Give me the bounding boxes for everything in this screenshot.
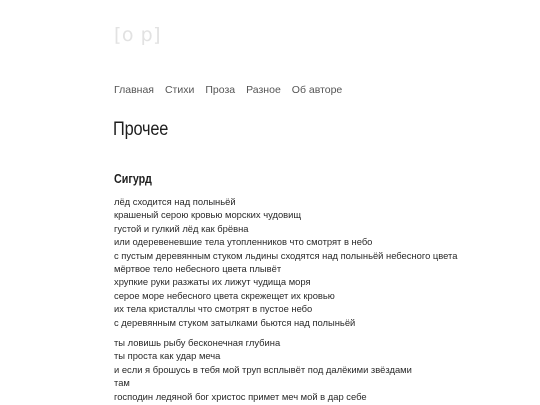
poem-line: густой и гулкий лёд как брёвна — [114, 222, 249, 234]
poem-line: их тела кристаллы что смотрят в пустое небо — [114, 303, 313, 315]
poem-line: хрупкие руки разжаты их лижут чудища моря — [114, 276, 311, 288]
poem-stanza-2 — [114, 336, 412, 403]
poem-line: господин ледяной бог христос примет меч мой в дар себе — [114, 390, 367, 402]
poem-stanza-1 — [114, 195, 457, 329]
nav-item-home[interactable]: Главная — [114, 84, 154, 96]
poem-line: ты проста как удар меча — [114, 350, 221, 362]
poem-line: и если я брошусь в тебя мой труп всплывёт под далёкими звёздами — [114, 363, 412, 375]
main-nav — [114, 84, 353, 97]
poem-line: крашеный серою кровью морских чудовищ — [114, 209, 302, 221]
poem-line: или одеревеневшие тела утопленников что смотрят в небо — [114, 236, 373, 248]
poem-line: лёд сходится над полыньёй — [114, 196, 236, 207]
poem-title[interactable]: Сигурд — [114, 172, 152, 186]
poem-line: с деревянным стуком затылками бьются над полыньёй — [114, 316, 356, 328]
nav-item-poems[interactable]: Стихи — [164, 84, 195, 96]
poem-line: ты ловишь рыбу бесконечная глубина — [114, 337, 281, 348]
page-title: Прочее — [113, 119, 169, 140]
poem-line: мёртвое тело небесного цвета плывёт — [114, 263, 282, 275]
poem-line: с пустым деревянным стуком льдины сходятся над полыньёй небесного цвета — [114, 249, 458, 261]
poem-line: там — [114, 377, 130, 389]
nav-item-prose[interactable]: Проза — [205, 84, 236, 96]
nav-item-about[interactable]: Об авторе — [291, 84, 343, 96]
nav-item-misc[interactable]: Разное — [246, 84, 281, 96]
poem-line: серое море небесного цвета скрежещет их кровью — [114, 289, 335, 301]
site-logo[interactable]: [o p] — [114, 24, 162, 46]
